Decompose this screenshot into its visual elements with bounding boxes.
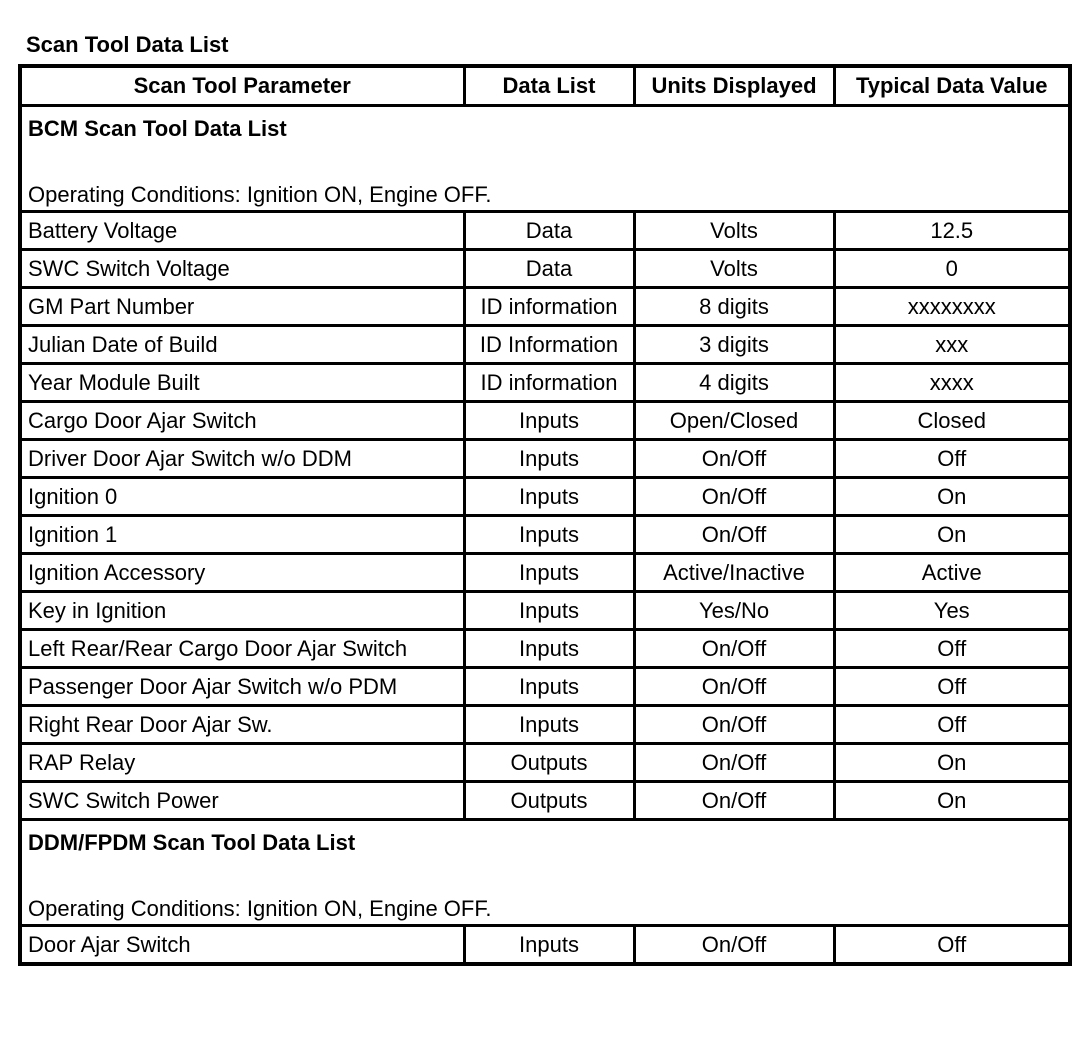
table-row bbox=[20, 782, 1070, 820]
cell-parameter: GM Part Number bbox=[20, 288, 464, 326]
cell-data-list: Outputs bbox=[464, 782, 634, 820]
section-header-cell bbox=[20, 820, 1070, 926]
cell-units: On/Off bbox=[634, 440, 834, 478]
cell-data-list: Inputs bbox=[464, 668, 634, 706]
cell-units: 8 digits bbox=[634, 288, 834, 326]
table-row bbox=[20, 402, 1070, 440]
cell-data-list: Inputs bbox=[464, 926, 634, 965]
cell-units: On/Off bbox=[634, 744, 834, 782]
column-header-typical-value: Typical Data Value bbox=[834, 66, 1070, 106]
column-header-units: Units Displayed bbox=[634, 66, 834, 106]
cell-data-list: ID information bbox=[464, 364, 634, 402]
cell-units: Open/Closed bbox=[634, 402, 834, 440]
cell-data-list: Inputs bbox=[464, 554, 634, 592]
table-row bbox=[20, 554, 1070, 592]
table-row bbox=[20, 744, 1070, 782]
cell-typical-value: xxxx bbox=[834, 364, 1070, 402]
cell-parameter: SWC Switch Power bbox=[20, 782, 464, 820]
table-row bbox=[20, 478, 1070, 516]
cell-units: On/Off bbox=[634, 782, 834, 820]
cell-parameter: Cargo Door Ajar Switch bbox=[20, 402, 464, 440]
cell-units: Volts bbox=[634, 250, 834, 288]
cell-data-list: Data bbox=[464, 250, 634, 288]
cell-typical-value: Off bbox=[834, 706, 1070, 744]
section-title: DDM/FPDM Scan Tool Data List bbox=[28, 830, 356, 855]
table-row bbox=[20, 326, 1070, 364]
table-header bbox=[20, 66, 1070, 106]
cell-data-list: Outputs bbox=[464, 744, 634, 782]
table-row bbox=[20, 668, 1070, 706]
cell-parameter: Battery Voltage bbox=[20, 212, 464, 250]
cell-data-list: Data bbox=[464, 212, 634, 250]
cell-units: On/Off bbox=[634, 668, 834, 706]
cell-typical-value: Off bbox=[834, 440, 1070, 478]
table-row bbox=[20, 364, 1070, 402]
cell-typical-value: Off bbox=[834, 926, 1070, 965]
cell-data-list: Inputs bbox=[464, 592, 634, 630]
cell-parameter: Left Rear/Rear Cargo Door Ajar Switch bbox=[20, 630, 464, 668]
cell-typical-value: On bbox=[834, 516, 1070, 554]
cell-parameter: RAP Relay bbox=[20, 744, 464, 782]
cell-data-list: Inputs bbox=[464, 630, 634, 668]
cell-typical-value: xxx bbox=[834, 326, 1070, 364]
cell-units: Active/Inactive bbox=[634, 554, 834, 592]
cell-units: 4 digits bbox=[634, 364, 834, 402]
cell-parameter: Ignition 0 bbox=[20, 478, 464, 516]
table-row bbox=[20, 440, 1070, 478]
cell-typical-value: xxxxxxxx bbox=[834, 288, 1070, 326]
cell-units: On/Off bbox=[634, 630, 834, 668]
scan-tool-data-table bbox=[18, 64, 1072, 966]
document-title: Scan Tool Data List bbox=[26, 32, 229, 57]
cell-typical-value: Closed bbox=[834, 402, 1070, 440]
section-header-row bbox=[20, 820, 1070, 926]
cell-parameter: Ignition Accessory bbox=[20, 554, 464, 592]
table-row bbox=[20, 212, 1070, 250]
cell-units: 3 digits bbox=[634, 326, 834, 364]
cell-typical-value: 0 bbox=[834, 250, 1070, 288]
cell-units: Yes/No bbox=[634, 592, 834, 630]
cell-data-list: ID information bbox=[464, 288, 634, 326]
section-header-row bbox=[20, 106, 1070, 212]
cell-typical-value: Off bbox=[834, 668, 1070, 706]
table-row bbox=[20, 288, 1070, 326]
operating-conditions: Operating Conditions: Ignition ON, Engine OFF. bbox=[28, 896, 492, 921]
cell-data-list: ID Information bbox=[464, 326, 634, 364]
cell-units: On/Off bbox=[634, 926, 834, 965]
section-title: BCM Scan Tool Data List bbox=[28, 116, 287, 141]
table-body bbox=[20, 106, 1070, 965]
column-header-parameter: Scan Tool Parameter bbox=[20, 66, 464, 106]
cell-parameter: Julian Date of Build bbox=[20, 326, 464, 364]
cell-typical-value: On bbox=[834, 782, 1070, 820]
cell-data-list: Inputs bbox=[464, 478, 634, 516]
cell-typical-value: On bbox=[834, 744, 1070, 782]
cell-units: Volts bbox=[634, 212, 834, 250]
table-row bbox=[20, 592, 1070, 630]
cell-parameter: SWC Switch Voltage bbox=[20, 250, 464, 288]
cell-units: On/Off bbox=[634, 706, 834, 744]
cell-units: On/Off bbox=[634, 478, 834, 516]
table-row bbox=[20, 706, 1070, 744]
column-header-data-list: Data List bbox=[464, 66, 634, 106]
cell-parameter: Ignition 1 bbox=[20, 516, 464, 554]
cell-parameter: Right Rear Door Ajar Sw. bbox=[20, 706, 464, 744]
cell-typical-value: Yes bbox=[834, 592, 1070, 630]
cell-data-list: Inputs bbox=[464, 516, 634, 554]
table-row bbox=[20, 250, 1070, 288]
cell-typical-value: Active bbox=[834, 554, 1070, 592]
cell-data-list: Inputs bbox=[464, 402, 634, 440]
cell-parameter: Door Ajar Switch bbox=[20, 926, 464, 965]
cell-parameter: Driver Door Ajar Switch w/o DDM bbox=[20, 440, 464, 478]
table-row bbox=[20, 630, 1070, 668]
table-row bbox=[20, 516, 1070, 554]
header-row bbox=[20, 66, 1070, 106]
cell-typical-value: 12.5 bbox=[834, 212, 1070, 250]
table-row bbox=[20, 926, 1070, 965]
cell-typical-value: On bbox=[834, 478, 1070, 516]
cell-parameter: Passenger Door Ajar Switch w/o PDM bbox=[20, 668, 464, 706]
section-header-cell bbox=[20, 106, 1070, 212]
cell-parameter: Year Module Built bbox=[20, 364, 464, 402]
cell-data-list: Inputs bbox=[464, 440, 634, 478]
cell-typical-value: Off bbox=[834, 630, 1070, 668]
operating-conditions: Operating Conditions: Ignition ON, Engine OFF. bbox=[28, 182, 492, 207]
cell-units: On/Off bbox=[634, 516, 834, 554]
cell-parameter: Key in Ignition bbox=[20, 592, 464, 630]
cell-data-list: Inputs bbox=[464, 706, 634, 744]
